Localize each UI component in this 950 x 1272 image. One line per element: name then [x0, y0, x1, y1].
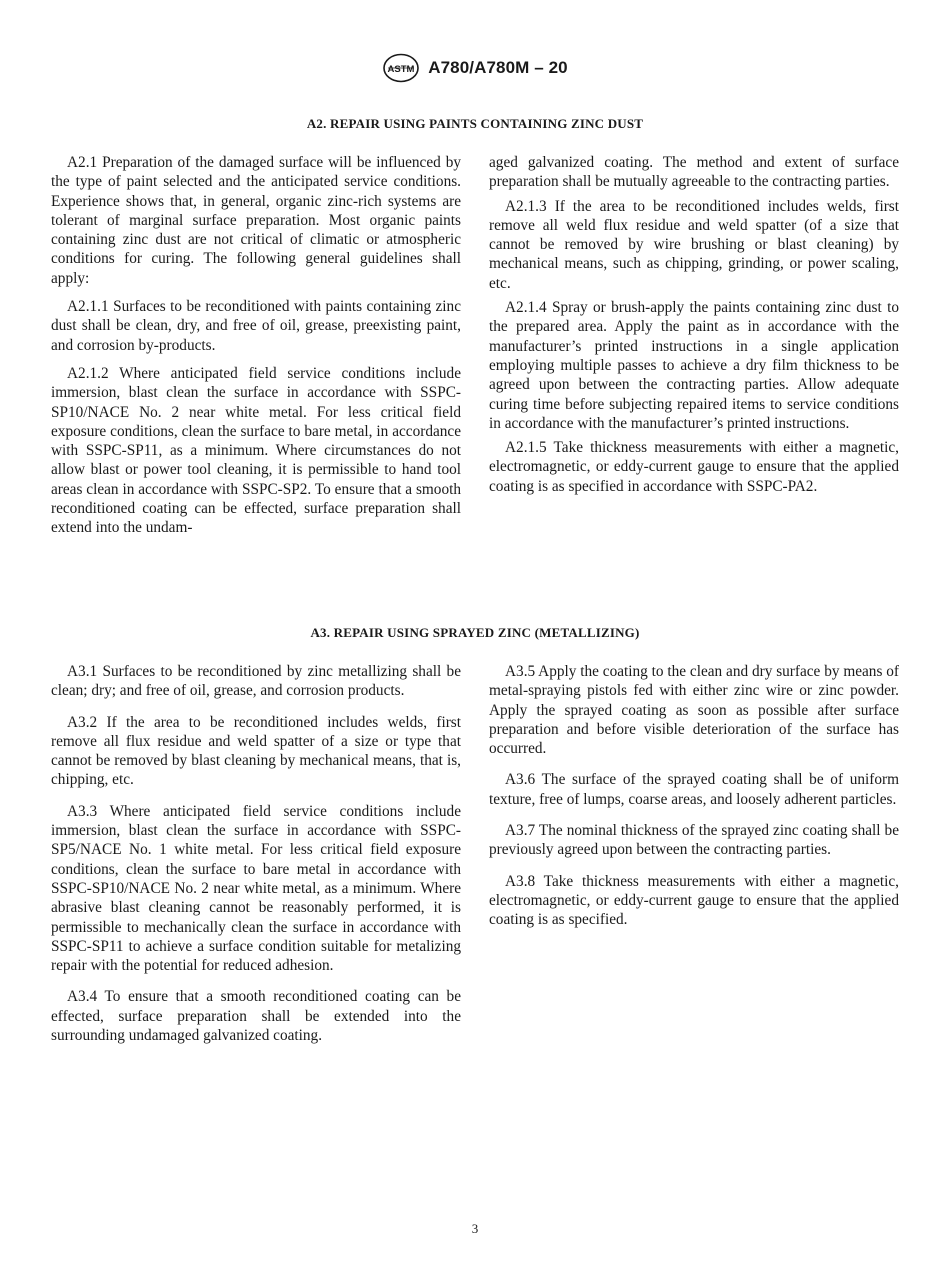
section-heading-a2: A2. REPAIR USING PAINTS CONTAINING ZINC DUST [306, 116, 644, 131]
paragraph-a2-1-5: A2.1.5 Take thickness measurements with either a magnetic, electromagnetic, or eddy-current gauge to ensure that the applied coating is as specified in accordance with SSPC-PA2. [489, 439, 899, 495]
column-a3-left [51, 662, 461, 1045]
paragraph-a3-3: A3.3 Where anticipated field service conditions include immersion, blast clean the surface in accordance with SSPC-SP5/NACE No. 1 white metal. For less critical field exposure conditions, clean the surface to bare metal in accordance with SSPC-SP10/NACE No. 2 near white metal, as a minimum. Where abrasive blast cleaning cannot be reasonably performed, it is permissible to mechanically clean the surface in accordance with SSPC-SP11 to achieve a surface condition suitable for metalizing repair with the potential for reduced adhesion. [51, 802, 461, 975]
paragraph-a2-1-3: A2.1.3 If the area to be reconditioned includes welds, first remove all weld flux residue and weld spatter (of a size that cannot be removed by wire brushing or blast cleaning) by mechanical means, such as chipping, grinding, or power scaling, etc. [489, 197, 899, 292]
paragraph-a3-1: A3.1 Surfaces to be reconditioned by zinc metallizing shall be clean; dry; and free of oil, grease, and corrosion products. [51, 663, 461, 700]
paragraph-a2-1-1: A2.1.1 Surfaces to be reconditioned with paints containing zinc dust shall be clean, dry, and free of oil, grease, preexisting paint, and corrosion by-products. [51, 298, 461, 354]
paragraph-a3-2: A3.2 If the area to be reconditioned includes welds, first remove all flux residue and weld spatter of a size or type that cannot be removed by blast cleaning by mechanical means, that is, chipping, etc. [51, 713, 461, 789]
paragraph-a2-1: A2.1 Preparation of the damaged surface will be influenced by the type of paint selected and the anticipated service conditions. Experience shows that, in general, organic zinc-rich systems are tolerant of marginal surface preparation. Most organic paints containing zinc dust are not critical of climatic or atmospheric conditions for curing. The following general guidelines shall apply: [51, 154, 461, 287]
paragraph-a3-4: A3.4 To ensure that a smooth reconditioned coating can be effected, surface preparation shall be extended into the surrounding undamaged galvanized coating. [51, 988, 461, 1045]
document-id: A780/A780M – 20 [428, 58, 568, 77]
paragraph-a2-1-4: A2.1.4 Spray or brush-apply the paints containing zinc dust to the prepared area. Apply the paint as in accordance with the manufacturer’s printed instructions in a single application employing multiple passes to achieve a dry film thickness to be agreed upon between the contracting parties. Allow adequate curing time before subjecting repaired items to service conditions in accordance with the manufacturer’s printed instructions. [489, 299, 899, 432]
section-heading-a3: A3. REPAIR USING SPRAYED ZINC (METALLIZING) [310, 625, 640, 640]
column-a2-right [489, 153, 899, 496]
document-header [0, 52, 950, 84]
paragraph-a3-7: A3.7 The nominal thickness of the sprayed zinc coating shall be previously agreed upon between the contracting parties. [489, 822, 899, 859]
column-a2-left [51, 153, 461, 538]
page-number: 3 [471, 1221, 479, 1236]
column-a3-right [489, 662, 899, 930]
astm-logo [382, 53, 420, 83]
svg-text:ASTM: ASTM [387, 64, 415, 75]
paragraph-a3-8: A3.8 Take thickness measurements with either a magnetic, electromagnetic, or eddy-current gauge to ensure that the applied coating is as specified. [489, 872, 899, 929]
paragraph-a3-6: A3.6 The surface of the sprayed coating shall be of uniform texture, free of lumps, coarse areas, and loosely adherent particles. [489, 771, 899, 808]
paragraph-a3-5: A3.5 Apply the coating to the clean and dry surface by means of metal-spraying pistols fed with either zinc wire or zinc powder. Apply the sprayed coating as soon as possible after surface preparation and before visible deterioration of the surface has occurred. [489, 663, 899, 758]
paragraph-a2-1-2-continued: aged galvanized coating. The method and extent of surface preparation shall be mutually agreeable to the contracting parties. [489, 154, 899, 191]
paragraph-a2-1-2: A2.1.2 Where anticipated field service conditions include immersion, blast clean the surface in accordance with SSPC-SP10/NACE No. 2 near white metal. For less critical field exposure conditions, clean the surface to bare metal, in accordance with SSPC-SP11, as a minimum. Where circumstances do not allow blast or power tool cleaning, it is permissible to hand tool areas clean in accordance with SSPC-SP2. To ensure that a smooth reconditioned coating can be effected, surface preparation shall extend into the undam- [51, 364, 461, 537]
